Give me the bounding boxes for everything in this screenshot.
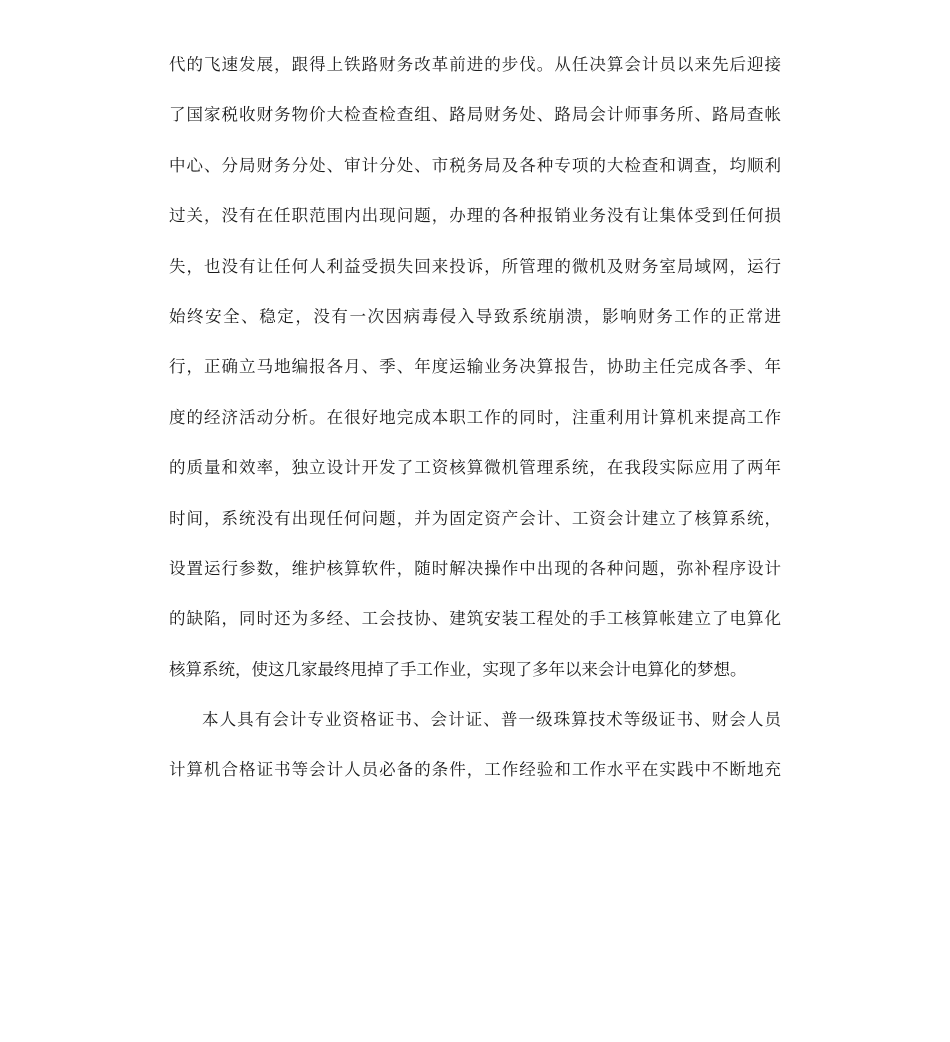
paragraph-end-line: 核算系统，使这几家最终甩掉了手工作业，实现了多年以来会计电算化的梦想。 bbox=[169, 659, 747, 679]
text-line: 代的飞速发展，跟得上铁路财务改革前进的步伐。从任决算会计员以来先后迎接 bbox=[169, 55, 781, 74]
text-line: 失，也没有让任何人利益受损失回来投诉，所管理的微机及财务室局域网，运行 bbox=[169, 256, 781, 276]
paragraph-start-line: 本人具有会计专业资格证书、会计证、普一级珠算技术等级证书、财会人员 bbox=[202, 710, 781, 730]
text-line: 过关，没有在任职范围内出现问题，办理的各种报销业务没有让集体受到任何损 bbox=[169, 206, 781, 226]
text-line: 设置运行参数，维护核算软件，随时解决操作中出现的各种问题，弥补程序设计 bbox=[169, 558, 781, 578]
text-line: 行，正确立马地编报各月、季、年度运输业务决算报告，协助主任完成各季、年 bbox=[169, 357, 781, 377]
text-line: 始终安全、稳定，没有一次因病毒侵入导致系统崩溃，影响财务工作的正常进 bbox=[169, 306, 781, 326]
body-text bbox=[169, 40, 781, 796]
text-line: 的质量和效率，独立设计开发了工资核算微机管理系统，在我段实际应用了两年 bbox=[169, 458, 781, 478]
text-line: 度的经济活动分析。在很好地完成本职工作的同时，注重利用计算机来提高工作 bbox=[169, 407, 781, 427]
text-line: 时间，系统没有出现任何问题，并为固定资产会计、工资会计建立了核算系统， bbox=[169, 508, 781, 528]
text-line: 中心、分局财务分处、审计分处、市税务局及各种专项的大检查和调查，均顺利 bbox=[169, 155, 781, 175]
text-line: 了国家税收财务物价大检查检查组、路局财务处、路局会计师事务所、路局查帐 bbox=[169, 105, 781, 125]
text-line: 计算机合格证书等会计人员必备的条件，工作经验和工作水平在实践中不断地充 bbox=[169, 760, 781, 780]
text-line: 的缺陷，同时还为多经、工会技协、建筑安装工程处的手工核算帐建立了电算化 bbox=[169, 609, 781, 629]
